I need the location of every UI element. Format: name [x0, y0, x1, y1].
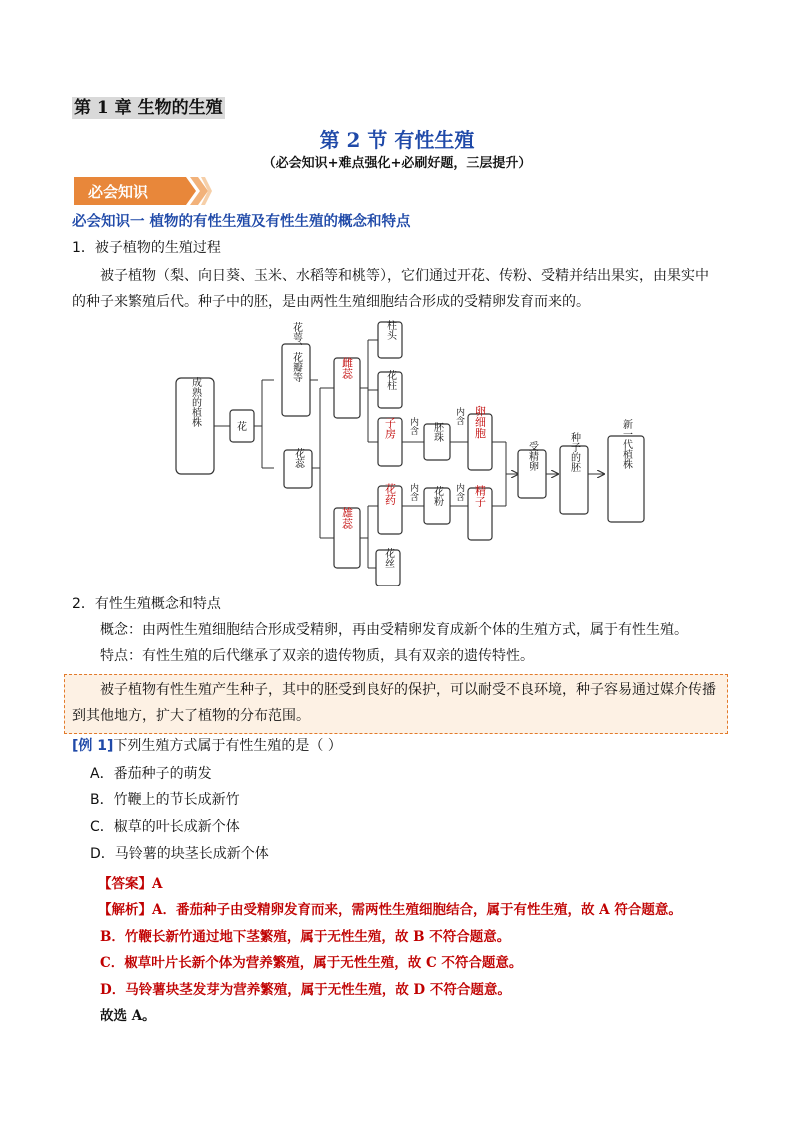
- diagram-ovary: 子房: [383, 417, 397, 439]
- diagram-stigma: 柱头: [384, 320, 396, 340]
- diagram-anther: 花药: [383, 483, 397, 505]
- knowledge-heading: 必会知识一 植物的有性生殖及有性生殖的概念和特点: [72, 214, 411, 230]
- diagram-plant: 成熟的植株: [189, 377, 201, 427]
- note-line1: 被子植物有性生殖产生种子，其中的胚受到良好的保护，可以耐受不良环境，种子容易通过媒介传播: [100, 682, 716, 698]
- option-a: A．番茄种子的萌发: [90, 766, 212, 782]
- chapter-title: 第 1 章 生物的生殖: [74, 98, 223, 118]
- diagram-sepals: 花萼、花瓣等: [290, 322, 302, 382]
- diagram-flower: 花: [237, 422, 247, 433]
- explain-b: B．竹鞭长新竹通过地下茎繁殖，属于无性生殖，故 B 不符合题意。: [100, 929, 511, 945]
- diagram-new-plant: 新一代植株: [620, 419, 632, 469]
- part1-line1: 被子植物（梨、向日葵、玉米、水稻等和桃等），它们通过开花、传粉、受精并结出果实，由果实中: [100, 268, 709, 284]
- example-tag: [例 1]: [72, 738, 114, 754]
- diagram-contains-4: 内含: [454, 483, 464, 501]
- part1-line2: 的种子来繁殖后代。种子中的胚，是由两性生殖细胞结合形成的受精卵发育而来的。: [72, 294, 590, 310]
- diagram-contains-2: 内含: [454, 407, 464, 425]
- option-b: B．竹鞭上的节长成新竹: [90, 792, 240, 808]
- example-question: 下列生殖方式属于有性生殖的是（ ）: [113, 738, 342, 754]
- diagram-contains-3: 内含: [408, 483, 418, 501]
- explain-c: C．椒草叶片长新个体为营养繁殖，属于无性生殖，故 C 不符合题意。: [100, 955, 523, 971]
- conclusion: 故选 A。: [100, 1008, 156, 1024]
- part2-concept: 概念：由两性生殖细胞结合形成受精卵，再由受精卵发育成新个体的生殖方式，属于有性生殖。: [100, 622, 688, 638]
- note-line2: 到其他地方，扩大了植物的分布范围。: [72, 708, 310, 724]
- section-subtitle: （必会知识+难点强化+必刷好题，三层提升）: [262, 156, 532, 171]
- reproduction-diagram: [170, 318, 650, 586]
- diagram-sperm: 精子: [473, 485, 487, 507]
- answer-label: 【答案】A: [98, 876, 163, 892]
- diagram-ovule: 胚珠: [431, 422, 443, 442]
- diagram-egg: 卵细胞: [473, 405, 487, 439]
- diagram-style: 花柱: [384, 370, 396, 390]
- diagram-pollen: 花粉: [431, 486, 443, 506]
- diagram-stamen-pistil: 花蕊: [292, 448, 304, 468]
- section-title: 第 2 节 有性生殖: [319, 128, 475, 152]
- diagram-embryo: 种子的胚: [568, 432, 580, 472]
- part2-heading: 2．有性生殖概念和特点: [72, 596, 221, 612]
- part1-heading: 1．被子植物的生殖过程: [72, 240, 221, 256]
- option-d: D．马铃薯的块茎长成新个体: [90, 846, 269, 862]
- part2-feature: 特点：有性生殖的后代继承了双亲的遗传物质，具有双亲的遗传特性。: [100, 648, 534, 664]
- diagram-pistil: 雌蕊: [340, 357, 354, 379]
- banner-label: 必会知识: [88, 183, 149, 201]
- diagram-filament: 花丝: [382, 548, 394, 568]
- diagram-contains-1: 内含: [408, 417, 418, 435]
- example-question-row: [72, 736, 342, 756]
- diagram-zygote: 受精卵: [526, 441, 538, 471]
- explain-a: 【解析】A．番茄种子由受精卵发育而来，需两性生殖细胞结合，属于有性生殖，故 A 符合题意。: [98, 902, 682, 918]
- explain-d: D．马铃薯块茎发芽为营养繁殖，属于无性生殖，故 D 不符合题意。: [100, 982, 511, 998]
- option-c: C．椒草的叶长成新个体: [90, 819, 240, 835]
- diagram-stamen: 雄蕊: [340, 507, 354, 529]
